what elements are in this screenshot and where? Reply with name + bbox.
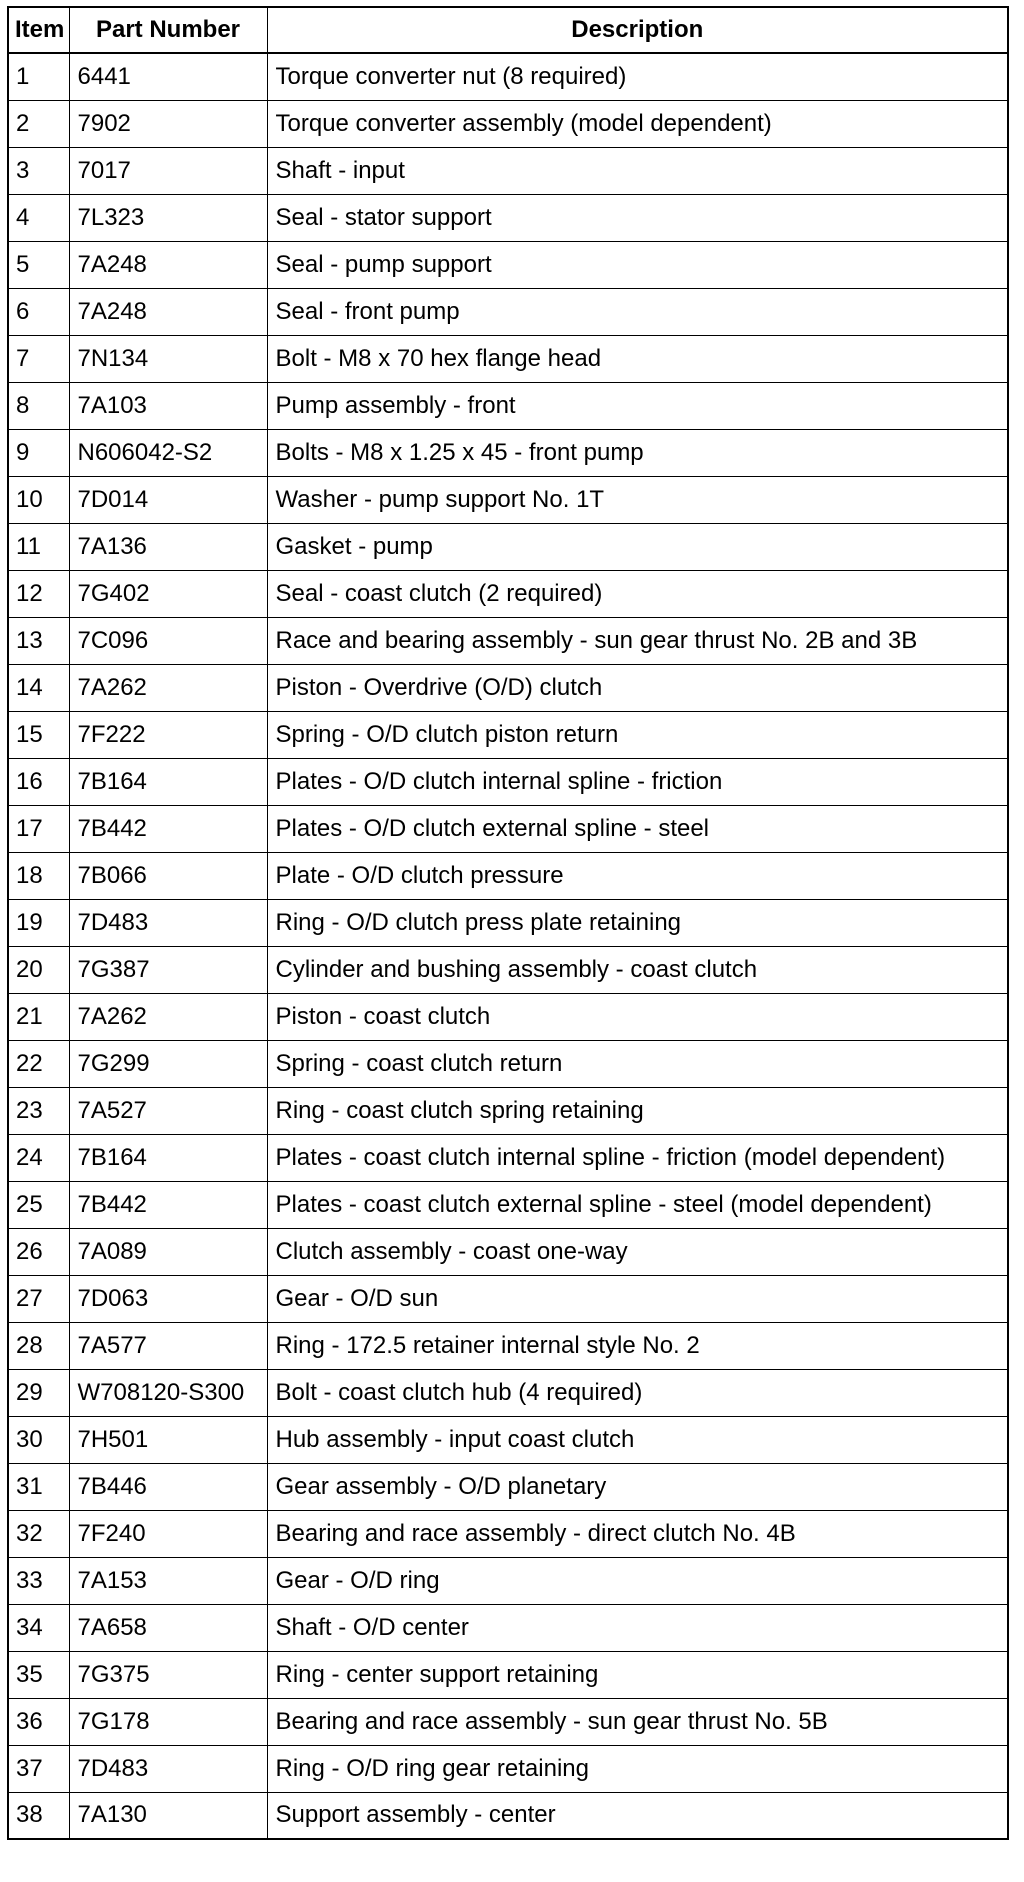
part-number-cell: 7F222 bbox=[69, 711, 267, 758]
table-row bbox=[8, 946, 1008, 993]
description-cell: Gear - O/D ring bbox=[267, 1557, 1008, 1604]
item-cell: 35 bbox=[8, 1651, 69, 1698]
item-cell: 18 bbox=[8, 852, 69, 899]
part-number-cell: 7D483 bbox=[69, 1745, 267, 1792]
description-cell: Seal - stator support bbox=[267, 194, 1008, 241]
table-row bbox=[8, 382, 1008, 429]
description-cell: Gear - O/D sun bbox=[267, 1275, 1008, 1322]
table-row bbox=[8, 1510, 1008, 1557]
part-number-cell: 7B164 bbox=[69, 1134, 267, 1181]
column-header-item: Item bbox=[8, 7, 69, 53]
description-cell: Torque converter assembly (model dependent) bbox=[267, 100, 1008, 147]
part-number-cell: 7D063 bbox=[69, 1275, 267, 1322]
column-header-part-number: Part Number bbox=[69, 7, 267, 53]
item-cell: 8 bbox=[8, 382, 69, 429]
item-cell: 1 bbox=[8, 53, 69, 100]
item-cell: 16 bbox=[8, 758, 69, 805]
item-cell: 27 bbox=[8, 1275, 69, 1322]
table-row bbox=[8, 1557, 1008, 1604]
item-cell: 5 bbox=[8, 241, 69, 288]
part-number-cell: 7C096 bbox=[69, 617, 267, 664]
part-number-cell: 7A262 bbox=[69, 993, 267, 1040]
part-number-cell: 7A153 bbox=[69, 1557, 267, 1604]
table-row bbox=[8, 100, 1008, 147]
description-cell: Pump assembly - front bbox=[267, 382, 1008, 429]
table-row bbox=[8, 147, 1008, 194]
part-number-cell: 6441 bbox=[69, 53, 267, 100]
table-row bbox=[8, 570, 1008, 617]
part-number-cell: 7D014 bbox=[69, 476, 267, 523]
parts-table bbox=[7, 6, 1009, 1840]
item-cell: 22 bbox=[8, 1040, 69, 1087]
table-row bbox=[8, 1651, 1008, 1698]
table-row bbox=[8, 711, 1008, 758]
description-cell: Plates - coast clutch internal spline - friction (model dependent) bbox=[267, 1134, 1008, 1181]
part-number-cell: 7B446 bbox=[69, 1463, 267, 1510]
item-cell: 37 bbox=[8, 1745, 69, 1792]
table-row bbox=[8, 1604, 1008, 1651]
item-cell: 32 bbox=[8, 1510, 69, 1557]
item-cell: 9 bbox=[8, 429, 69, 476]
description-cell: Seal - front pump bbox=[267, 288, 1008, 335]
item-cell: 38 bbox=[8, 1792, 69, 1839]
description-cell: Hub assembly - input coast clutch bbox=[267, 1416, 1008, 1463]
part-number-cell: 7G402 bbox=[69, 570, 267, 617]
description-cell: Plate - O/D clutch pressure bbox=[267, 852, 1008, 899]
table-row bbox=[8, 1416, 1008, 1463]
part-number-cell: 7F240 bbox=[69, 1510, 267, 1557]
description-cell: Piston - Overdrive (O/D) clutch bbox=[267, 664, 1008, 711]
description-cell: Plates - O/D clutch internal spline - friction bbox=[267, 758, 1008, 805]
table-row bbox=[8, 53, 1008, 100]
table-row bbox=[8, 194, 1008, 241]
part-number-cell: 7A130 bbox=[69, 1792, 267, 1839]
description-cell: Ring - O/D ring gear retaining bbox=[267, 1745, 1008, 1792]
item-cell: 31 bbox=[8, 1463, 69, 1510]
part-number-cell: 7B164 bbox=[69, 758, 267, 805]
column-header-description: Description bbox=[267, 7, 1008, 53]
table-body bbox=[8, 53, 1008, 1839]
part-number-cell: 7017 bbox=[69, 147, 267, 194]
part-number-cell: 7G299 bbox=[69, 1040, 267, 1087]
table-row bbox=[8, 899, 1008, 946]
table-row bbox=[8, 664, 1008, 711]
item-cell: 30 bbox=[8, 1416, 69, 1463]
description-cell: Ring - O/D clutch press plate retaining bbox=[267, 899, 1008, 946]
item-cell: 6 bbox=[8, 288, 69, 335]
part-number-cell: 7D483 bbox=[69, 899, 267, 946]
item-cell: 36 bbox=[8, 1698, 69, 1745]
part-number-cell: 7G387 bbox=[69, 946, 267, 993]
table-row bbox=[8, 288, 1008, 335]
part-number-cell: 7A527 bbox=[69, 1087, 267, 1134]
table-row bbox=[8, 241, 1008, 288]
part-number-cell: 7A103 bbox=[69, 382, 267, 429]
table-row bbox=[8, 1745, 1008, 1792]
part-number-cell: 7L323 bbox=[69, 194, 267, 241]
part-number-cell: 7A248 bbox=[69, 241, 267, 288]
item-cell: 29 bbox=[8, 1369, 69, 1416]
item-cell: 17 bbox=[8, 805, 69, 852]
description-cell: Bearing and race assembly - direct clutch No. 4B bbox=[267, 1510, 1008, 1557]
part-number-cell: 7B442 bbox=[69, 805, 267, 852]
item-cell: 24 bbox=[8, 1134, 69, 1181]
part-number-cell: 7902 bbox=[69, 100, 267, 147]
description-cell: Plates - O/D clutch external spline - steel bbox=[267, 805, 1008, 852]
part-number-cell: 7G178 bbox=[69, 1698, 267, 1745]
description-cell: Piston - coast clutch bbox=[267, 993, 1008, 1040]
table-row bbox=[8, 1369, 1008, 1416]
description-cell: Seal - coast clutch (2 required) bbox=[267, 570, 1008, 617]
part-number-cell: 7A136 bbox=[69, 523, 267, 570]
table-row bbox=[8, 335, 1008, 382]
table-row bbox=[8, 993, 1008, 1040]
table-row bbox=[8, 1228, 1008, 1275]
item-cell: 12 bbox=[8, 570, 69, 617]
table-row bbox=[8, 1087, 1008, 1134]
item-cell: 4 bbox=[8, 194, 69, 241]
item-cell: 13 bbox=[8, 617, 69, 664]
item-cell: 21 bbox=[8, 993, 69, 1040]
table-row bbox=[8, 523, 1008, 570]
description-cell: Plates - coast clutch external spline - steel (model dependent) bbox=[267, 1181, 1008, 1228]
description-cell: Spring - O/D clutch piston return bbox=[267, 711, 1008, 758]
part-number-cell: 7B442 bbox=[69, 1181, 267, 1228]
part-number-cell: 7A577 bbox=[69, 1322, 267, 1369]
description-cell: Cylinder and bushing assembly - coast clutch bbox=[267, 946, 1008, 993]
table-row bbox=[8, 1792, 1008, 1839]
item-cell: 25 bbox=[8, 1181, 69, 1228]
table-row bbox=[8, 476, 1008, 523]
description-cell: Ring - 172.5 retainer internal style No. 2 bbox=[267, 1322, 1008, 1369]
table-row bbox=[8, 1134, 1008, 1181]
description-cell: Gasket - pump bbox=[267, 523, 1008, 570]
description-cell: Ring - center support retaining bbox=[267, 1651, 1008, 1698]
description-cell: Shaft - O/D center bbox=[267, 1604, 1008, 1651]
item-cell: 3 bbox=[8, 147, 69, 194]
item-cell: 10 bbox=[8, 476, 69, 523]
header-row bbox=[8, 7, 1008, 53]
part-number-cell: 7N134 bbox=[69, 335, 267, 382]
item-cell: 34 bbox=[8, 1604, 69, 1651]
part-number-cell: 7H501 bbox=[69, 1416, 267, 1463]
item-cell: 2 bbox=[8, 100, 69, 147]
description-cell: Ring - coast clutch spring retaining bbox=[267, 1087, 1008, 1134]
item-cell: 14 bbox=[8, 664, 69, 711]
table-row bbox=[8, 1322, 1008, 1369]
part-number-cell: 7G375 bbox=[69, 1651, 267, 1698]
description-cell: Seal - pump support bbox=[267, 241, 1008, 288]
item-cell: 7 bbox=[8, 335, 69, 382]
item-cell: 33 bbox=[8, 1557, 69, 1604]
table-row bbox=[8, 1040, 1008, 1087]
item-cell: 26 bbox=[8, 1228, 69, 1275]
description-cell: Bolt - M8 x 70 hex flange head bbox=[267, 335, 1008, 382]
table-row bbox=[8, 805, 1008, 852]
description-cell: Washer - pump support No. 1T bbox=[267, 476, 1008, 523]
description-cell: Support assembly - center bbox=[267, 1792, 1008, 1839]
item-cell: 19 bbox=[8, 899, 69, 946]
table-row bbox=[8, 758, 1008, 805]
description-cell: Shaft - input bbox=[267, 147, 1008, 194]
description-cell: Torque converter nut (8 required) bbox=[267, 53, 1008, 100]
part-number-cell: 7A089 bbox=[69, 1228, 267, 1275]
item-cell: 11 bbox=[8, 523, 69, 570]
item-cell: 28 bbox=[8, 1322, 69, 1369]
item-cell: 15 bbox=[8, 711, 69, 758]
description-cell: Gear assembly - O/D planetary bbox=[267, 1463, 1008, 1510]
description-cell: Bolts - M8 x 1.25 x 45 - front pump bbox=[267, 429, 1008, 476]
description-cell: Clutch assembly - coast one-way bbox=[267, 1228, 1008, 1275]
table-row bbox=[8, 1275, 1008, 1322]
part-number-cell: N606042-S2 bbox=[69, 429, 267, 476]
table-row bbox=[8, 1181, 1008, 1228]
part-number-cell: 7A248 bbox=[69, 288, 267, 335]
description-cell: Bearing and race assembly - sun gear thrust No. 5B bbox=[267, 1698, 1008, 1745]
table-row bbox=[8, 1698, 1008, 1745]
description-cell: Bolt - coast clutch hub (4 required) bbox=[267, 1369, 1008, 1416]
table-row bbox=[8, 429, 1008, 476]
table-row bbox=[8, 852, 1008, 899]
item-cell: 23 bbox=[8, 1087, 69, 1134]
part-number-cell: W708120-S300 bbox=[69, 1369, 267, 1416]
description-cell: Race and bearing assembly - sun gear thrust No. 2B and 3B bbox=[267, 617, 1008, 664]
table-header bbox=[8, 7, 1008, 53]
part-number-cell: 7B066 bbox=[69, 852, 267, 899]
item-cell: 20 bbox=[8, 946, 69, 993]
table-row bbox=[8, 1463, 1008, 1510]
table-row bbox=[8, 617, 1008, 664]
part-number-cell: 7A262 bbox=[69, 664, 267, 711]
part-number-cell: 7A658 bbox=[69, 1604, 267, 1651]
description-cell: Spring - coast clutch return bbox=[267, 1040, 1008, 1087]
